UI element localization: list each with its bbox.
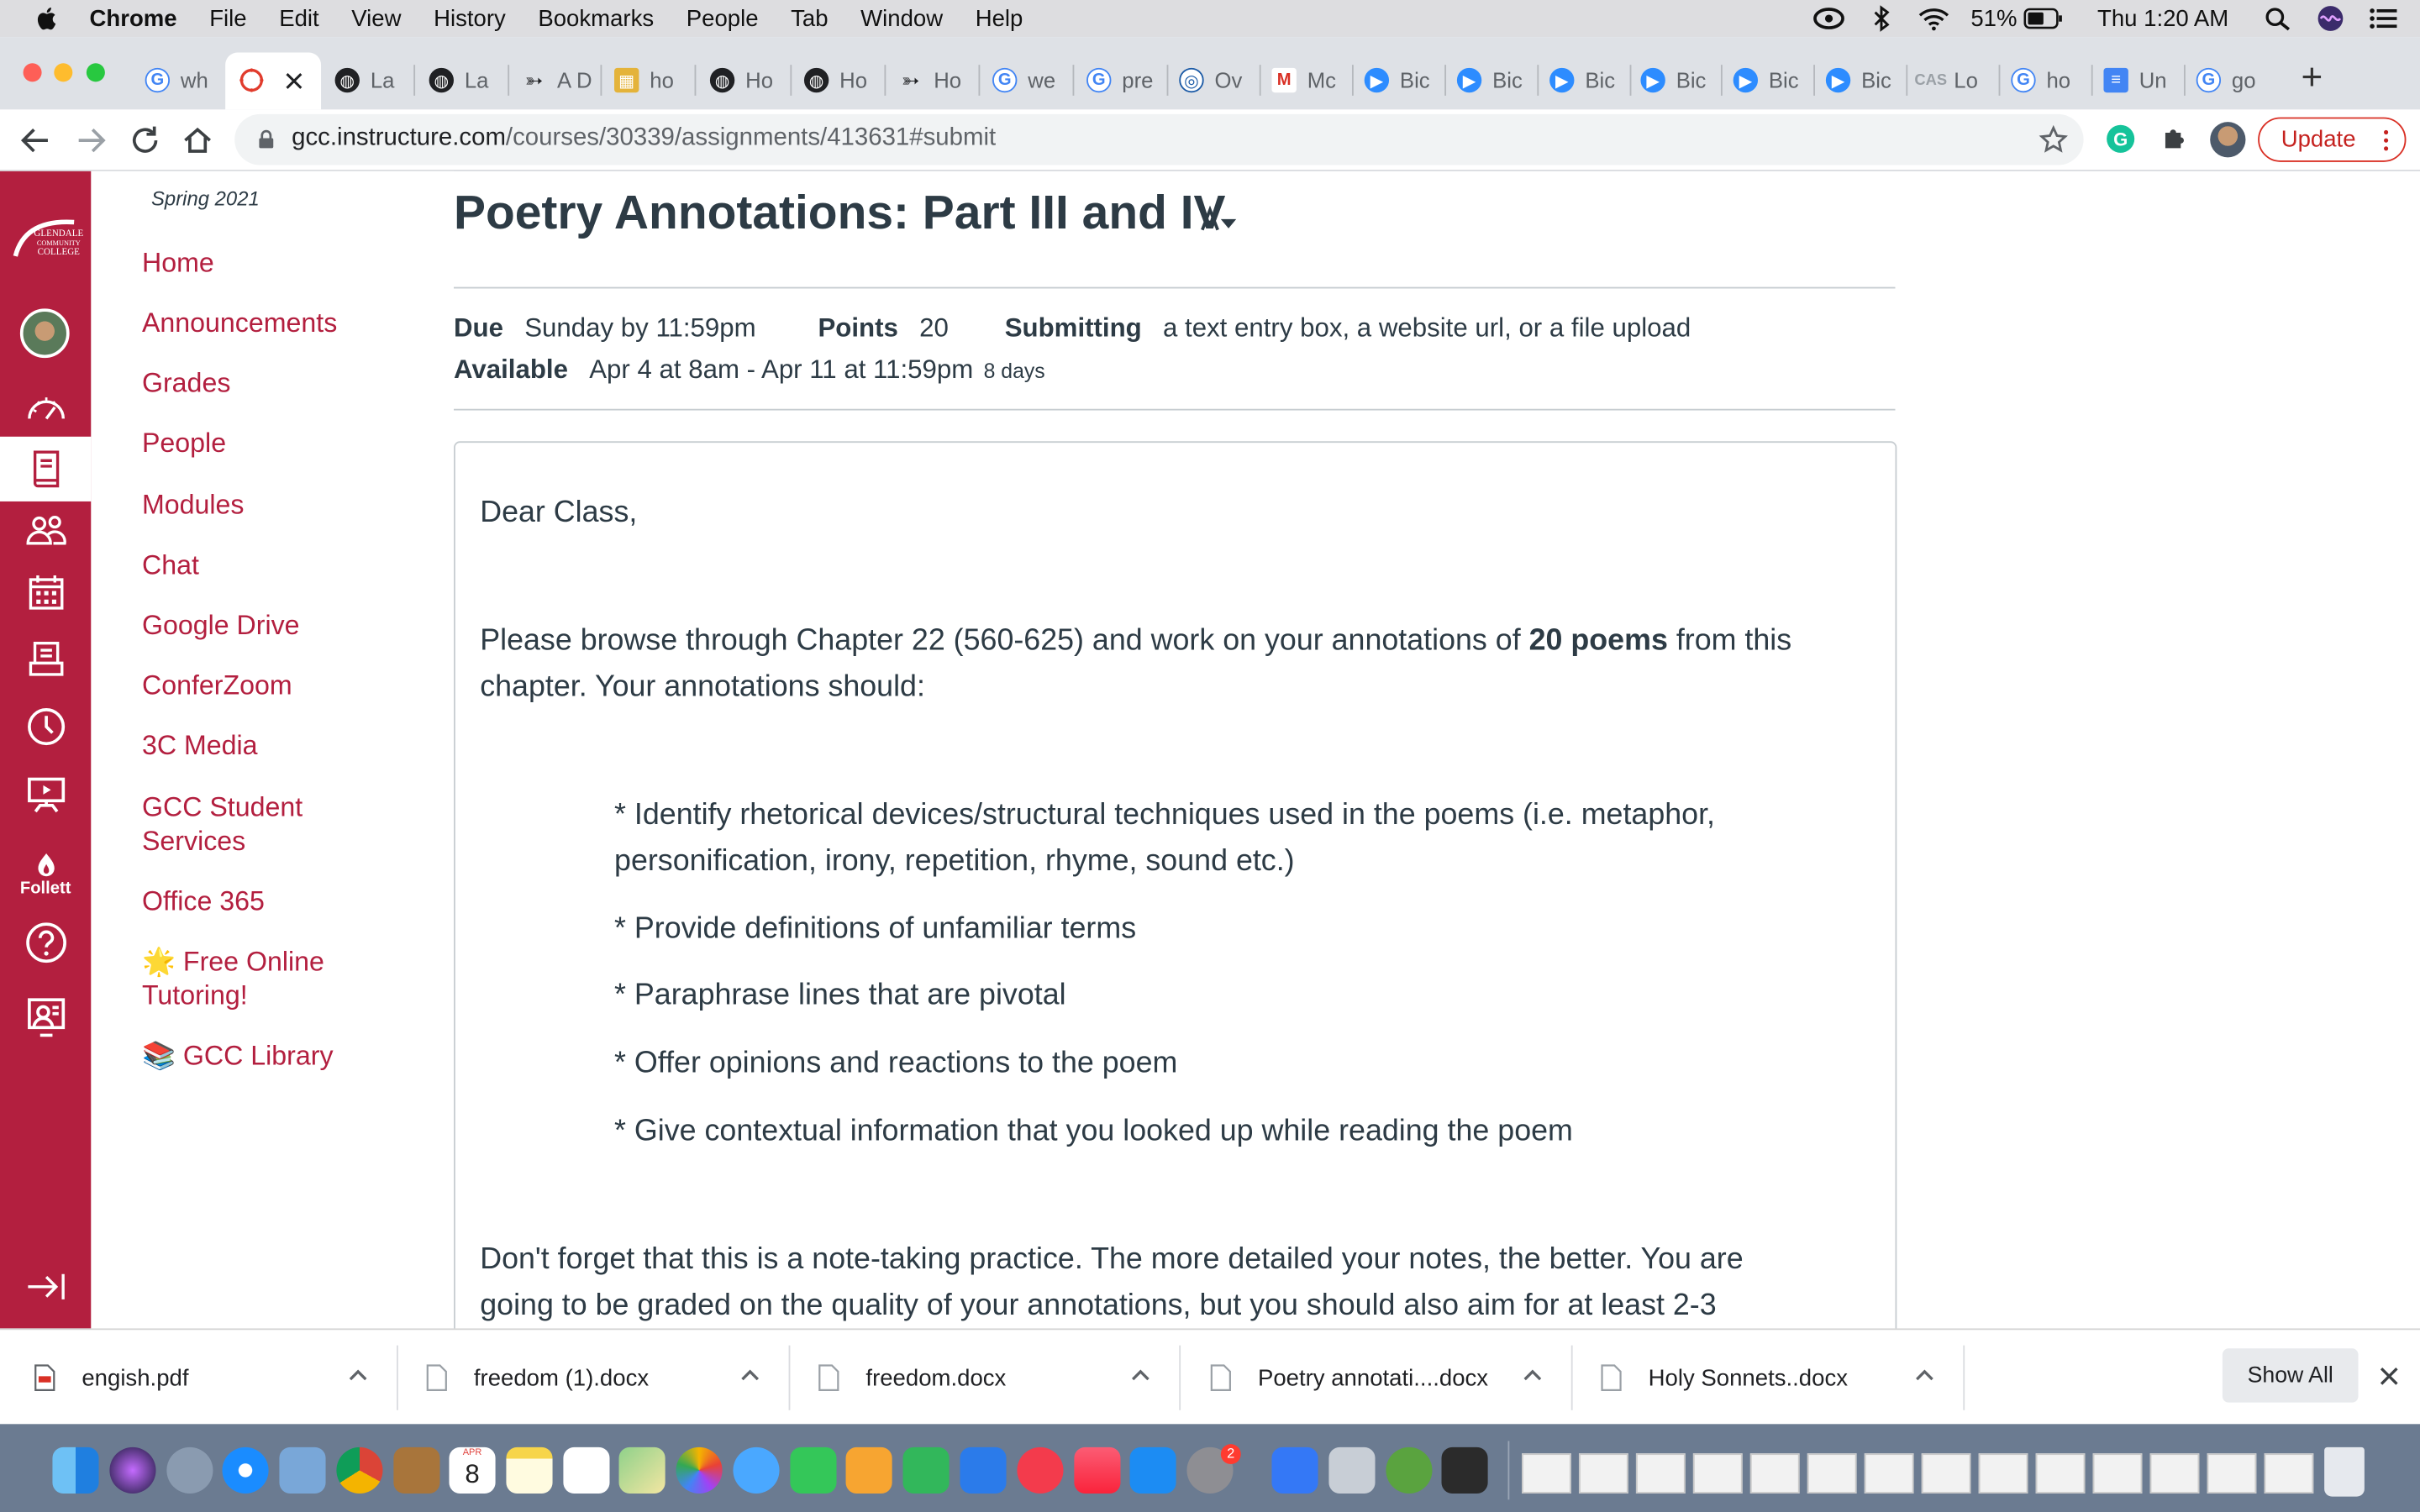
reload-icon[interactable]	[128, 123, 161, 157]
help-nav[interactable]	[20, 916, 71, 968]
bullet-opinions: * Offer opinions and reactions to the poem	[614, 1046, 1178, 1080]
dock-document-13[interactable]	[2207, 1453, 2257, 1494]
dock-document-14[interactable]	[2264, 1453, 2313, 1494]
course-nav-conferzoom[interactable]: ConferZoom	[141, 669, 292, 701]
control-center-icon[interactable]	[2368, 6, 2399, 30]
bluetooth-dock-icon[interactable]	[1271, 1447, 1318, 1494]
bullet-identify: * Identify rhetorical devices/structural techniques used in the poems (i.e. metaphor,	[614, 797, 1716, 832]
term-label: Spring 2021	[151, 186, 260, 210]
course-nav-free-online-tutoring[interactable]: 🌟 Free Online	[141, 945, 324, 977]
inbox-nav[interactable]	[20, 633, 71, 684]
canvas-icon	[239, 68, 264, 92]
due-value: Sunday by 11:59pm	[524, 312, 756, 343]
macos-menubar	[0, 0, 2420, 37]
svg-text:G: G	[2113, 129, 2128, 150]
tutor-icon	[24, 995, 66, 1037]
menu-tab[interactable]: Tab	[791, 5, 829, 32]
course-nav-3c-media[interactable]: 3C Media	[141, 729, 258, 761]
bullet-context: * Give contextual information that you looked up while reading the poem	[614, 1114, 1573, 1148]
dock-document-11[interactable]	[2093, 1453, 2143, 1494]
google-icon: G	[1086, 68, 1111, 92]
dashboard-gauge-icon	[24, 390, 66, 423]
tab-17[interactable]: ▶ Bic	[1640, 61, 1708, 98]
course-nav-people[interactable]: People	[141, 427, 227, 459]
course-nav-google-drive[interactable]: Google Drive	[141, 609, 300, 641]
forward-arrow-icon[interactable]	[74, 123, 108, 157]
tab-12[interactable]: ◎ Ov	[1179, 61, 1247, 98]
messages-icon[interactable]	[733, 1447, 779, 1494]
intro-line-1: Please browse through Chapter 22 (560-625) and work on your annotations of 20 poems from this	[480, 623, 1792, 658]
profile-avatar[interactable]	[2210, 122, 2245, 157]
chrome-dock-icon[interactable]	[336, 1447, 382, 1494]
menu-view[interactable]: View	[351, 5, 402, 32]
wifi-icon[interactable]	[1918, 6, 1949, 30]
bullet-identify-cont: personification, irony, repetition, rhyme, sound etc.)	[614, 843, 1295, 879]
text-size-icon[interactable]	[1199, 205, 1239, 233]
chevron-up-icon[interactable]	[347, 1364, 369, 1386]
course-nav-modules[interactable]: Modules	[141, 489, 245, 520]
download-item-4[interactable]: Poetry annotati....docx	[1210, 1357, 1488, 1398]
system-preferences-badge: 2	[1221, 1444, 1241, 1464]
courses-book-icon	[29, 449, 62, 489]
globe-icon: ◍	[335, 68, 360, 92]
menu-bookmarks[interactable]: Bookmarks	[538, 5, 655, 32]
lock-icon[interactable]	[258, 129, 275, 150]
course-nav-chat[interactable]: Chat	[141, 549, 199, 580]
account-avatar[interactable]	[20, 308, 70, 358]
window-zoom-button[interactable]	[87, 63, 105, 81]
points-row	[818, 313, 948, 344]
courses-nav[interactable]	[20, 443, 71, 494]
pdf-file-icon	[34, 1364, 55, 1392]
menu-help[interactable]: Help	[975, 5, 1023, 32]
maps-icon[interactable]	[619, 1447, 666, 1494]
owl-icon: ◎	[1179, 68, 1203, 92]
submitting-row	[1005, 313, 1691, 344]
tab-4[interactable]: ◍ La	[429, 61, 494, 98]
tab-14[interactable]: ▶ Bic	[1365, 61, 1433, 98]
available-row	[454, 354, 1045, 386]
bird-icon: ➳	[524, 66, 544, 92]
close-tab-icon[interactable]	[286, 71, 302, 88]
trash-icon[interactable]	[2324, 1447, 2365, 1497]
course-nav-announcements[interactable]: Announcements	[141, 307, 338, 339]
submitting-value: a text entry box, a website url, or a file upload	[1162, 312, 1691, 343]
tab-20[interactable]: CAS Lo	[1914, 67, 1978, 93]
tab-21[interactable]: G ho	[2011, 61, 2079, 98]
dock-document-3[interactable]	[1636, 1453, 1686, 1494]
download-item-1[interactable]: engish.pdf	[34, 1357, 188, 1398]
show-all-downloads-button[interactable]: Show All	[2223, 1348, 2359, 1402]
doc-file-icon	[426, 1364, 448, 1392]
calendar-dock-icon[interactable]	[449, 1447, 495, 1494]
closing-line-1: Don't forget that this is a note-taking practice. The more detailed your notes, the better. You are	[480, 1242, 1744, 1276]
tab-1[interactable]: G wh	[145, 61, 213, 98]
tab-6[interactable]: ▦ ho	[614, 61, 682, 98]
google-icon: G	[992, 68, 1017, 92]
adobe-icon[interactable]	[1442, 1447, 1488, 1494]
tab-16[interactable]: ▶ Bic	[1549, 61, 1618, 98]
bullet-paraphrase: * Paraphrase lines that are pivotal	[614, 978, 1066, 1012]
map-icon: ▦	[614, 68, 639, 92]
photos-icon[interactable]	[676, 1447, 722, 1494]
download-item-3[interactable]: freedom.docx	[818, 1357, 1006, 1398]
studio-nav[interactable]	[20, 769, 71, 820]
tutor-nav[interactable]	[20, 990, 71, 1042]
collapse-nav-button[interactable]	[20, 1261, 71, 1312]
zoom-icon: ▶	[1365, 68, 1389, 92]
dock-document-12[interactable]	[2150, 1453, 2200, 1494]
dock-document-8[interactable]	[1922, 1453, 1971, 1494]
tab-2-active[interactable]	[239, 61, 313, 98]
preview-icon[interactable]	[279, 1447, 325, 1494]
points-value: 20	[919, 312, 949, 343]
dock-document-5[interactable]	[1750, 1453, 1800, 1494]
battery-icon[interactable]	[2023, 8, 2064, 29]
cas-icon: CAS	[1914, 71, 1948, 89]
window-close-button[interactable]	[24, 63, 42, 81]
siri-icon[interactable]	[2315, 5, 2346, 33]
dock-document-9[interactable]	[1979, 1453, 2028, 1494]
keynote-icon[interactable]	[960, 1447, 1006, 1494]
tab-11[interactable]: G pre	[1086, 61, 1155, 98]
window-minimize-button[interactable]	[54, 63, 72, 81]
help-question-icon	[24, 921, 66, 963]
new-tab-button[interactable]: +	[2301, 56, 2323, 99]
doc-file-icon	[1601, 1364, 1623, 1392]
reminders-icon[interactable]	[563, 1447, 609, 1494]
college-logo[interactable]	[9, 213, 87, 262]
tab-5[interactable]: ➳ A D	[522, 61, 590, 98]
due-label: Due	[454, 312, 504, 343]
apple-icon[interactable]	[34, 5, 61, 33]
available-label: Available	[454, 354, 568, 385]
dock-document-4[interactable]	[1693, 1453, 1743, 1494]
notes-icon[interactable]	[506, 1447, 552, 1494]
dock-document-1[interactable]	[1522, 1453, 1571, 1494]
tab-18[interactable]: ▶ Bic	[1733, 61, 1802, 98]
siri-dock-icon[interactable]	[109, 1447, 155, 1494]
calendar-day: 8	[465, 1459, 480, 1489]
back-arrow-icon[interactable]	[18, 123, 52, 157]
screenshot-icon[interactable]	[1328, 1447, 1375, 1494]
home-icon[interactable]	[181, 123, 214, 157]
menu-file[interactable]: File	[209, 5, 247, 32]
launchpad-icon[interactable]	[166, 1447, 213, 1494]
menu-history[interactable]: History	[434, 5, 506, 32]
numbers-icon[interactable]	[902, 1447, 949, 1494]
submitting-label: Submitting	[1004, 312, 1142, 343]
globe-icon: ◍	[429, 68, 454, 92]
course-nav-gcc-student-services-line2[interactable]: Services	[141, 825, 246, 857]
header-divider-bottom	[454, 409, 1896, 411]
extensions-puzzle-icon[interactable]	[2160, 123, 2191, 155]
doc-file-icon	[1210, 1364, 1232, 1392]
tab-22[interactable]: ≡ Un	[2103, 61, 2171, 98]
gmail-icon: M	[1271, 68, 1296, 92]
facetime-icon[interactable]	[790, 1447, 836, 1494]
menu-window[interactable]: Window	[860, 5, 944, 32]
header-divider-top	[454, 287, 1896, 289]
course-nav-home[interactable]: Home	[141, 246, 214, 278]
tab-13[interactable]: M Mc	[1271, 61, 1339, 98]
follett-label: Follett	[19, 879, 71, 898]
greeting: Dear Class,	[480, 495, 638, 530]
course-nav-gcc-student-services[interactable]: GCC Student	[141, 791, 303, 822]
intro-bold-count: 20 poems	[1528, 623, 1668, 658]
google-icon: G	[2196, 68, 2221, 92]
zoom-icon: ▶	[1826, 68, 1850, 92]
notebook-icon[interactable]	[393, 1447, 439, 1494]
close-download-bar-icon[interactable]	[2380, 1367, 2398, 1385]
docs-icon: ≡	[2103, 68, 2128, 92]
tab-8[interactable]: ◍ Ho	[804, 61, 872, 98]
dock-document-6[interactable]	[1807, 1453, 1857, 1494]
tab-3[interactable]: ◍ La	[335, 61, 400, 98]
course-nav-grades[interactable]: Grades	[141, 367, 231, 398]
battery-percent: 51%	[1970, 5, 2018, 32]
menu-edit[interactable]: Edit	[279, 5, 319, 32]
bluetooth-icon[interactable]	[1865, 6, 1897, 30]
chevron-up-icon[interactable]	[739, 1364, 761, 1386]
course-nav-gcc-library[interactable]: 📚 GCC Library	[141, 1039, 334, 1071]
assignment-description	[454, 441, 1897, 1352]
follett-flame-icon	[34, 851, 56, 879]
course-nav-office-365[interactable]: Office 365	[141, 885, 265, 917]
intro-line-2: chapter. Your annotations should:	[480, 669, 925, 704]
collapse-arrow-icon	[24, 1271, 66, 1302]
google-icon: G	[145, 68, 170, 92]
app-store-icon[interactable]	[1129, 1447, 1176, 1494]
pages-icon[interactable]	[846, 1447, 892, 1494]
dock-document-10[interactable]	[2036, 1453, 2086, 1494]
bullet-definitions: * Provide definitions of unfamiliar terms	[614, 911, 1137, 946]
grammarly-icon[interactable]	[2105, 123, 2136, 155]
tab-23[interactable]: G go	[2196, 61, 2265, 98]
chevron-up-icon[interactable]	[1129, 1364, 1151, 1386]
tab-9[interactable]: ➳ Ho	[898, 61, 966, 98]
dashboard-nav[interactable]	[20, 381, 71, 433]
groups-nav[interactable]	[20, 503, 71, 554]
dock-document-2[interactable]	[1579, 1453, 1628, 1494]
menu-people[interactable]: People	[686, 5, 759, 32]
update-chrome-button[interactable]: Update	[2258, 118, 2406, 162]
download-item-2[interactable]: freedom (1).docx	[426, 1357, 649, 1398]
tab-10[interactable]: G we	[992, 61, 1060, 98]
closing-line-2: going to be graded on the quality of your annotations, but you should also aim for at least 2-3	[480, 1288, 1717, 1323]
more-vert-icon	[2383, 129, 2389, 151]
globe-icon: ◍	[804, 68, 829, 92]
finder-icon[interactable]	[52, 1447, 98, 1494]
dock-document-7[interactable]	[1865, 1453, 1914, 1494]
menu-app-name[interactable]: Chrome	[89, 5, 177, 32]
calendar-nav[interactable]	[20, 566, 71, 617]
zoom-icon: ▶	[1457, 68, 1481, 92]
menubar-clock[interactable]: Thu 1:20 AM	[2097, 5, 2229, 32]
history-nav[interactable]	[20, 701, 71, 752]
tab-19[interactable]: ▶ Bic	[1826, 61, 1894, 98]
chevron-up-icon[interactable]	[1914, 1364, 1936, 1386]
points-label: Points	[818, 312, 898, 343]
download-item-5[interactable]: Holy Sonnets..docx	[1601, 1357, 1848, 1398]
music-icon[interactable]	[1074, 1447, 1120, 1494]
available-days: 8 days	[983, 359, 1045, 383]
available-value: Apr 4 at 8am - Apr 11 at 11:59pm	[589, 354, 974, 385]
globe-icon: ◍	[710, 68, 734, 92]
spotlight-search-icon[interactable]	[2263, 6, 2294, 30]
calendar-icon	[27, 573, 64, 610]
zoom-icon: ▶	[1640, 68, 1665, 92]
assignment-title: Poetry Annotations: Part III and IV	[454, 185, 1226, 239]
presentation-icon	[25, 774, 66, 814]
creative-cloud-icon[interactable]	[1813, 6, 1844, 30]
cricut-icon[interactable]	[1386, 1447, 1432, 1494]
chevron-up-icon[interactable]	[1522, 1364, 1544, 1386]
inbox-icon	[27, 639, 64, 676]
url-text[interactable]: gcc.instructure.com/courses/30339/assignments/413631#submit	[292, 124, 997, 152]
zoom-icon: ▶	[1733, 68, 1758, 92]
calendar-month: APR	[462, 1448, 482, 1458]
bird-icon: ➳	[901, 66, 920, 92]
tab-7[interactable]: ◍ Ho	[710, 61, 778, 98]
course-nav-free-online-tutoring-line2[interactable]: Tutoring!	[141, 979, 248, 1011]
groups-people-icon	[24, 512, 66, 545]
clock-icon	[25, 706, 66, 746]
tab-15[interactable]: ▶ Bic	[1457, 61, 1525, 98]
bookmark-star-icon[interactable]	[2039, 125, 2068, 155]
college-logo-text: GLENDALE COMMUNITY COLLEGE	[34, 229, 84, 258]
dock-divider	[1507, 1441, 1509, 1500]
safari-icon[interactable]	[222, 1447, 268, 1494]
due-row	[454, 313, 756, 344]
google-icon: G	[2011, 68, 2035, 92]
zoom-icon: ▶	[1549, 68, 1574, 92]
doc-file-icon	[818, 1364, 839, 1392]
news-icon[interactable]	[1017, 1447, 1063, 1494]
